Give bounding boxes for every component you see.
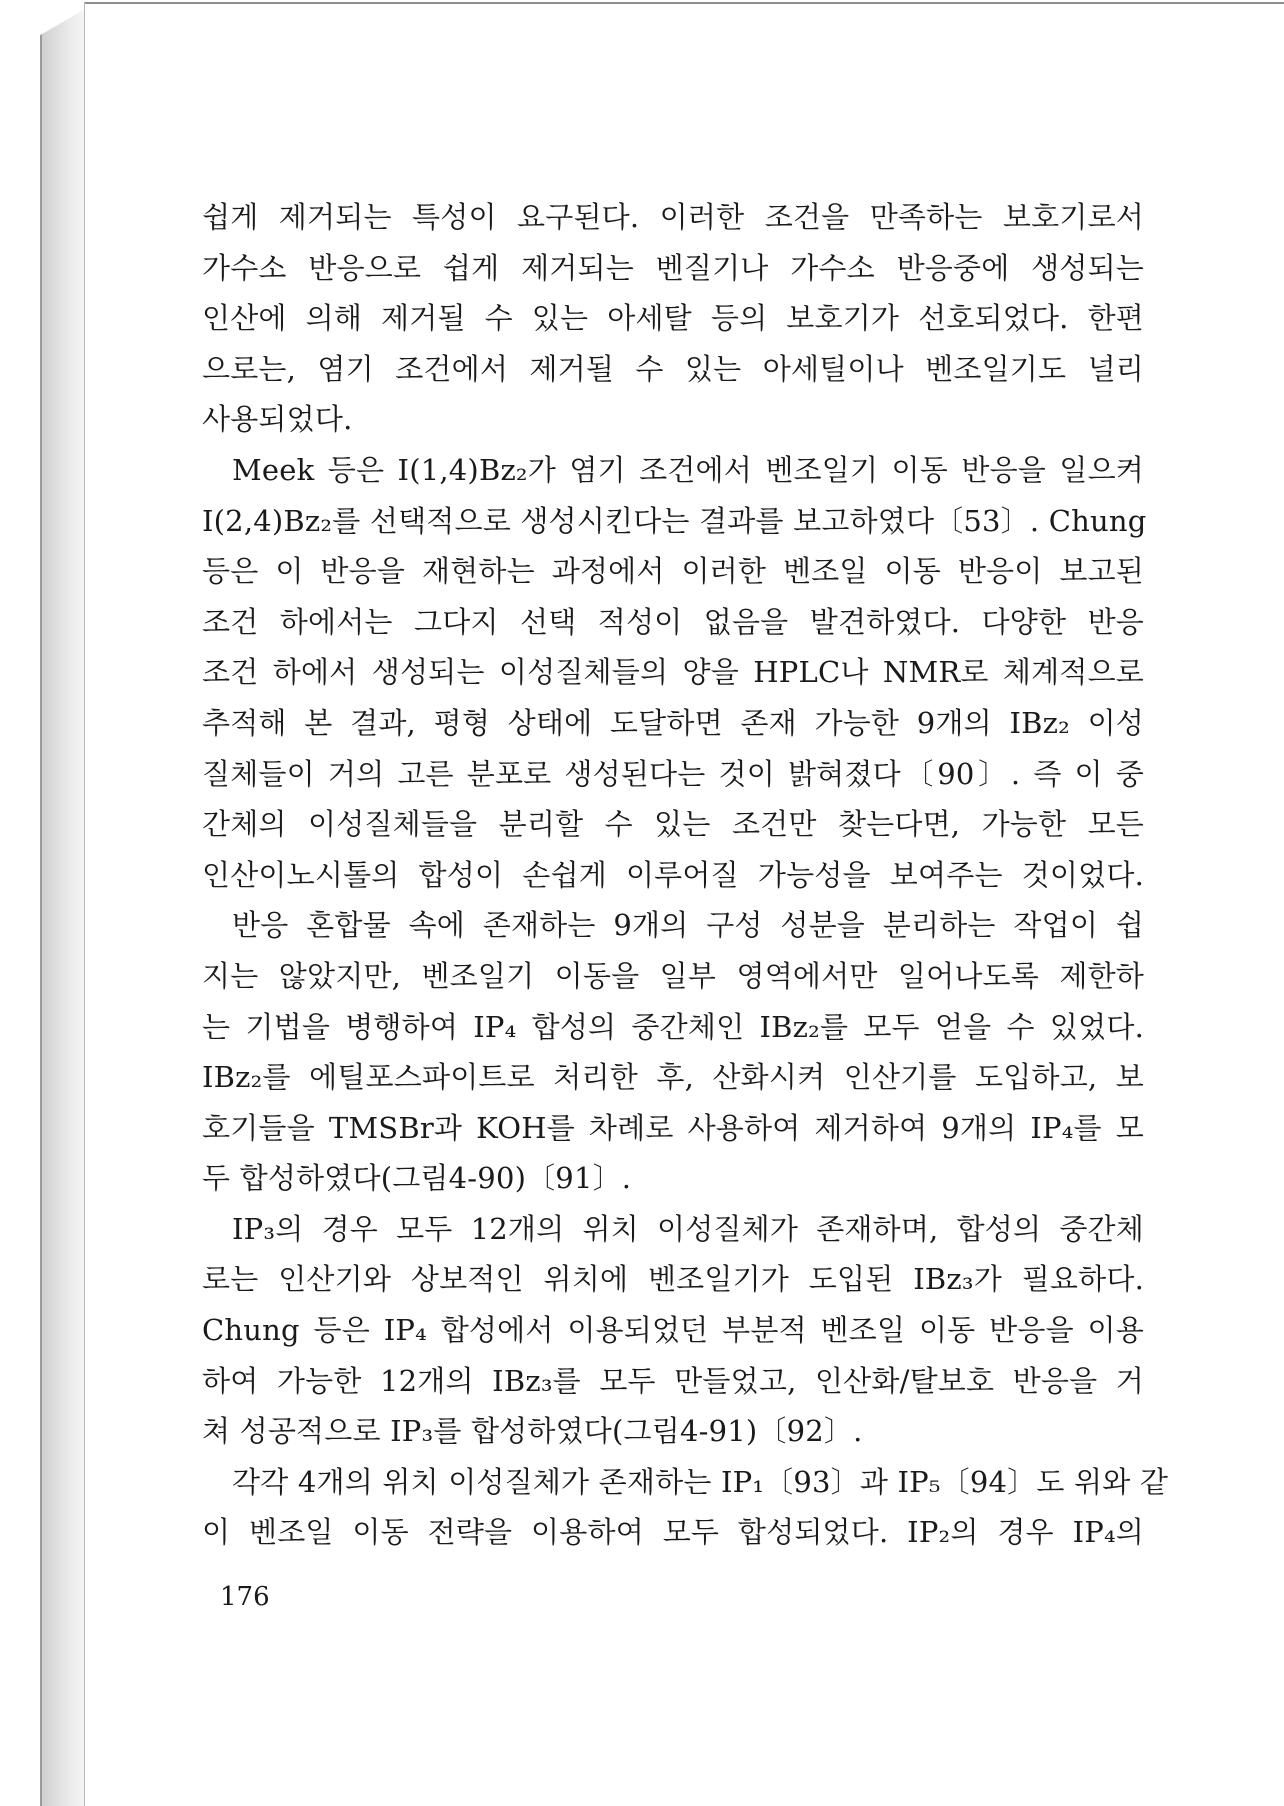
text-line: I(2,4)Bz₂를 선택적으로 생성시킨다는 결과를 보고하였다〔53〕. Chung — [202, 503, 1147, 538]
text-line: 쳐 성공적으로 IP₃를 합성하였다(그림4-91)〔92〕. — [202, 1414, 863, 1449]
page-number: 176 — [220, 1582, 270, 1612]
text-line: 조건 하에서 생성되는 이성질체들의 양을 HPLC나 NMR로 체계적으로 — [202, 655, 1144, 690]
text-line: 인산에 의해 제거될 수 있는 아세탈 등의 보호기가 선호되었다. 한편 — [202, 301, 1144, 336]
text-line: 인산이노시톨의 합성이 손쉽게 이루어질 가능성을 보여주는 것이었다. — [202, 857, 1144, 892]
text-line: 쉽게 제거되는 특성이 요구된다. 이러한 조건을 만족하는 보호기로서 — [202, 200, 1144, 234]
text-line: Chung 등은 IP₄ 합성에서 이용되었던 부분적 벤조일 이동 반응을 이용 — [202, 1313, 1144, 1348]
text-line: 호기들을 TMSBr과 KOH를 차례로 사용하여 제거하여 9개의 IP₄를 모 — [202, 1110, 1144, 1145]
text-line: 하여 가능한 12개의 IBz₃를 모두 만들었고, 인산화/탈보호 반응을 거 — [202, 1363, 1144, 1398]
text-line: 각각 4개의 위치 이성질체가 존재하는 IP₁〔93〕과 IP₅〔94〕도 위와 같 — [232, 1464, 1169, 1499]
body-text — [202, 196, 1169, 1562]
text-line: 두 합성하였다(그림4-90)〔91〕. — [202, 1161, 632, 1196]
text-line: 등은 이 반응을 재현하는 과정에서 이러한 벤조일 이동 반응이 보고된 — [202, 554, 1144, 589]
text-line: 로는 인산기와 상보적인 위치에 벤조일기가 도입된 IBz₃가 필요하다. — [202, 1262, 1144, 1297]
book-spine — [40, 2, 84, 1806]
text-line: 가수소 반응으로 쉽게 제거되는 벤질기나 가수소 반응중에 생성되는 — [202, 250, 1144, 285]
text-line: 지는 않았지만, 벤조일기 이동을 일부 영역에서만 일어나도록 제한하 — [202, 958, 1144, 993]
text-line: IP₃의 경우 모두 12개의 위치 이성질체가 존재하며, 합성의 중간체 — [232, 1211, 1144, 1246]
text-line: 이 벤조일 이동 전략을 이용하여 모두 합성되었다. IP₂의 경우 IP₄의 — [202, 1515, 1144, 1550]
text-line: Meek 등은 I(1,4)Bz₂가 염기 조건에서 벤조일기 이동 반응을 일으켜 — [232, 452, 1144, 487]
text-line: 조건 하에서는 그다지 선택 적성이 없음을 발견하였다. 다양한 반응 — [202, 604, 1144, 639]
text-line: 사용되었다. — [202, 402, 353, 437]
text-line: 추적해 본 결과, 평형 상태에 도달하면 존재 가능한 9개의 IBz₂ 이성 — [202, 705, 1144, 740]
text-line: 는 기법을 병행하여 IP₄ 합성의 중간체인 IBz₂를 모두 얻을 수 있었다. — [202, 1009, 1144, 1044]
text-line: 으로는, 염기 조건에서 제거될 수 있는 아세틸이나 벤조일기도 널리 — [202, 351, 1144, 386]
text-line: 간체의 이성질체들을 분리할 수 있는 조건만 찾는다면, 가능한 모든 — [202, 807, 1144, 842]
text-line: 반응 혼합물 속에 존재하는 9개의 구성 성분을 분리하는 작업이 쉽 — [232, 908, 1144, 943]
text-line: IBz₂를 에틸포스파이트로 처리한 후, 산화시켜 인산기를 도입하고, 보 — [202, 1060, 1144, 1095]
text-line: 질체들이 거의 고른 분포로 생성된다는 것이 밝혀졌다〔90〕. 즉 이 중 — [202, 756, 1144, 791]
